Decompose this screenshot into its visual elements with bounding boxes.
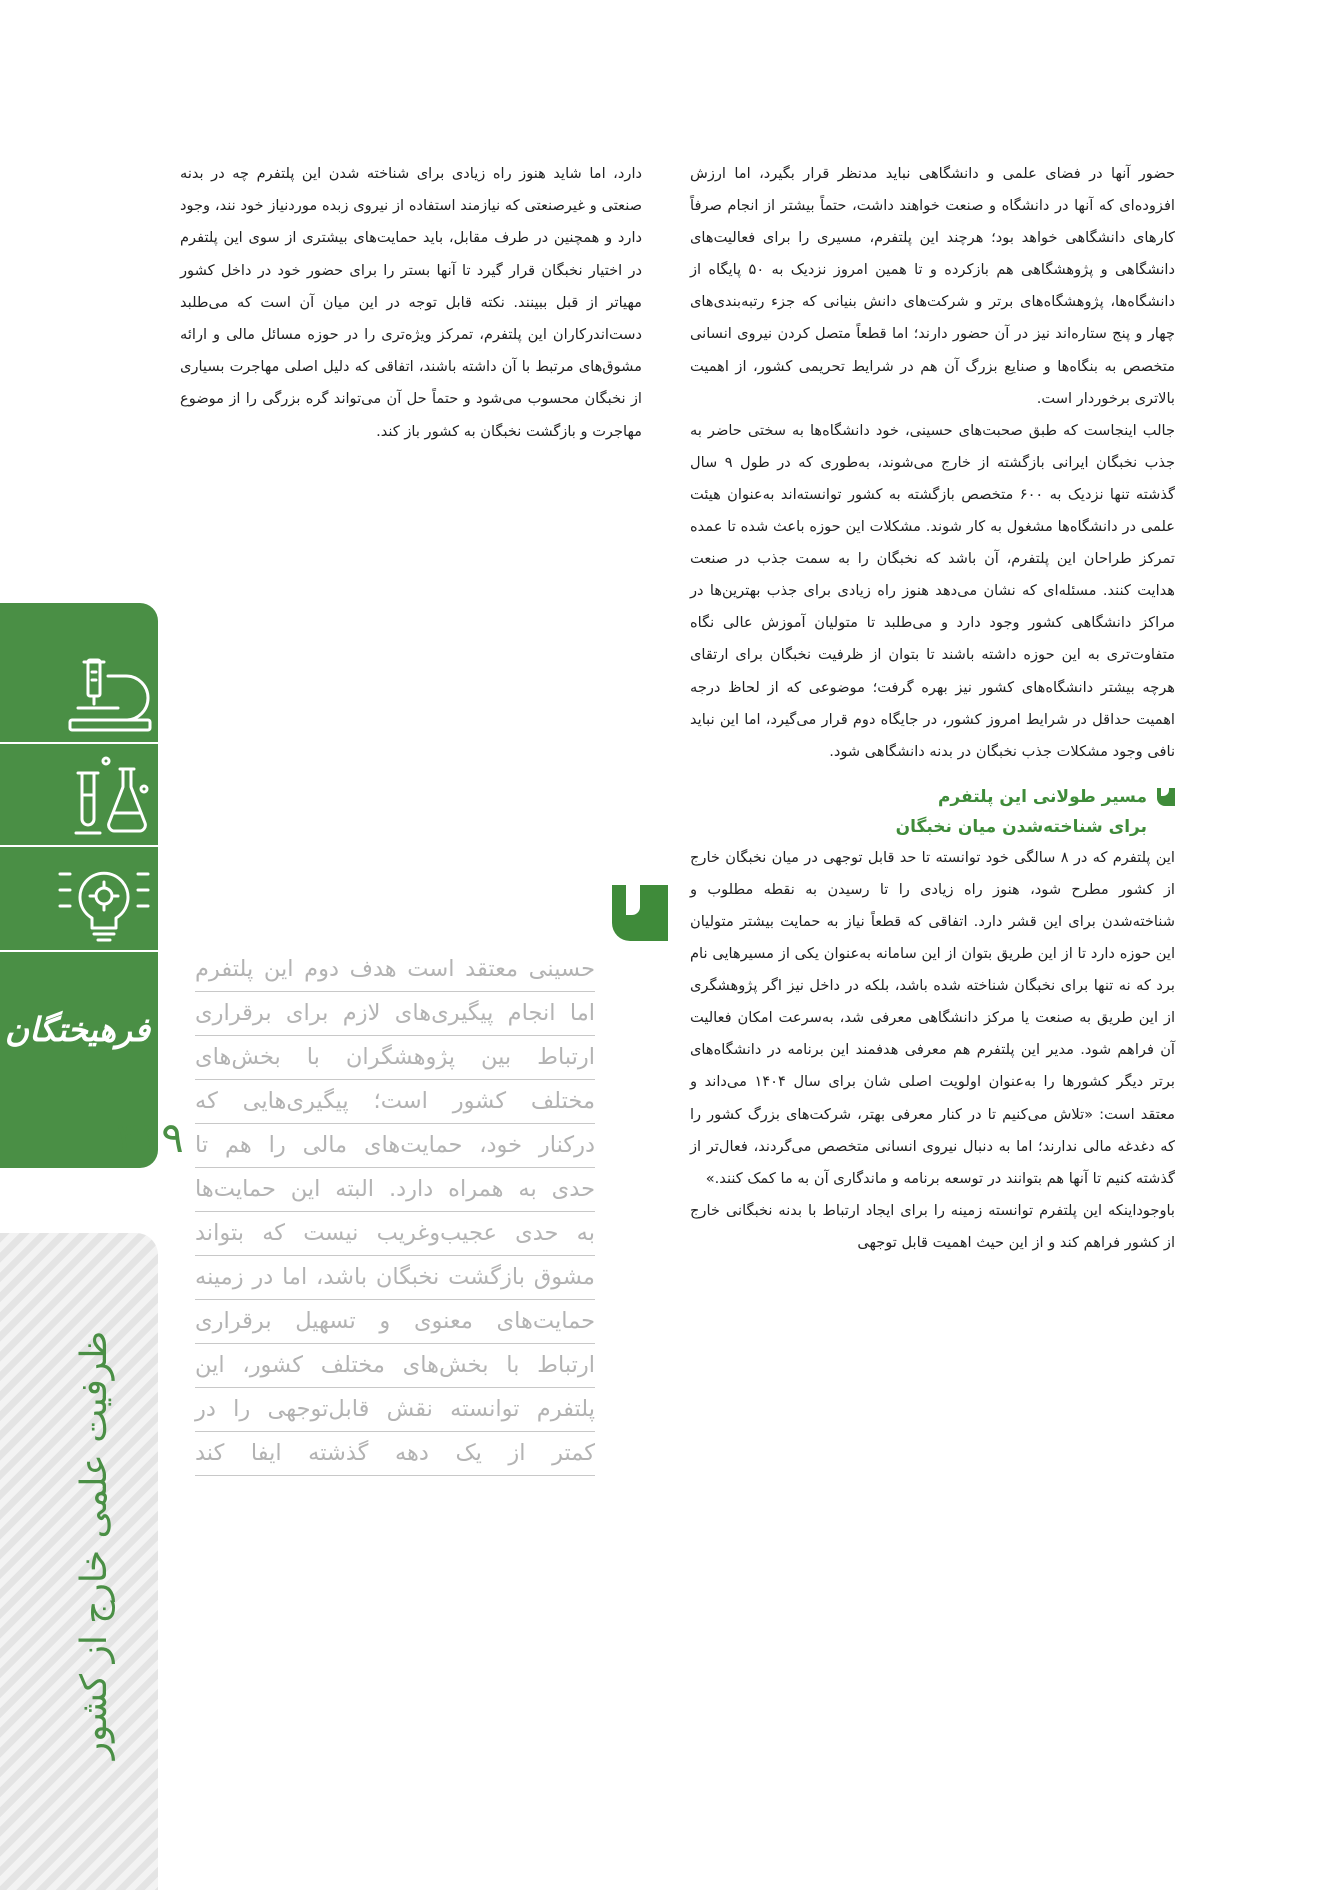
pull-quote-line: مشوق بازگشت نخبگان باشد، اما در زمینه (195, 1256, 595, 1300)
pull-quote-line: حمایت‌های معنوی و تسهیل برقراری (195, 1300, 595, 1344)
page-number: ۳۱۹ (116, 1113, 184, 1162)
pull-quote-line: مختلف کشور است؛ پیگیری‌هایی که (195, 1080, 595, 1124)
paragraph: این پلتفرم که در ۸ سالگی خود توانسته تا حد قابل توجهی در میان نخبگان خارج از کشور مطرح شود، هنوز راه زیادی را تا رسیدن به نقطه مطلوب و شناخته‌شدن برای این قشر دارد. اتفاقی که قطعاً نیاز به حمایت بیشتر متولیان این حوزه دارد تا از این طریق بتوان از این سامانه به‌عنوان یکی از مسیرهایی نام برد که نه تنها برای نخبگان شناخته شده باشد، بلکه در داخل نیز اگر پژوهشگری از این طریق به صنعت یا مرکز دانشگاهی معرفی شد، به‌سرعت امکان فعالیت آن فراهم شود. مدیر این پلتفرم هم معرفی هدفمند این برنامه در دانشگاه‌های برتر دیگر کشورها را به‌عنوان اولویت اصلی شان برای سال ۱۴۰۴ می‌داند و معتقد است: «تلاش می‌کنیم تا در کنار معرفی بهتر، شرکت‌های بزرگ کشور را که دغدغه مالی ندارند؛ اما به دنبال نیروی انسانی متخصص می‌گردند، فعال‌تر از گذشته کنیم تا آنها هم بتوانند در توسعه برنامه و ماندگاری آن به ما کمک کنند.» (690, 848, 1175, 1187)
pull-quote-line: ارتباط بین پژوهشگران با بخش‌های (195, 1036, 595, 1080)
paragraph: حضور آنها در فضای علمی و دانشگاهی نباید مدنظر قرار بگیرد، اما ارزش افزوده‌ای که آنها در دانشگاه و صنعت خواهند داشت، حتماً بیشتر از انجام صرفاً کارهای دانشگاهی خواهد بود؛ هرچند این پلتفرم، مسیری را برای فعالیت‌های دانشگاهی و پژوهشگاهی هم بازکرده و تا همین امروز نزدیک به ۵۰ پایگاه از دانشگاه‌ها، پژوهشگاه‌های برتر و شرکت‌های دانش بنیانی که جزء رتبه‌بندی‌های چهار و پنج ستاره‌اند نیز در آن حضور دارند؛ اما قطعاً متصل کردن نیروی انسانی متخصص به بنگاه‌ها و صنایع بزرگ آن هم در شرایط تحریمی کشور، از اهمیت بالاتری برخوردار است. (690, 165, 1175, 407)
pull-quote-line: ارتباط با بخش‌های مختلف کشور، این (195, 1344, 595, 1388)
quote-mark-icon (612, 885, 668, 941)
pull-quote-line: حدی به همراه دارد. البته این حمایت‌ها (195, 1168, 595, 1212)
left-column-paragraph: دارد، اما شاید هنوز راه زیادی برای شناخته شدن این پلتفرم چه در بدنه صنعتی و غیرصنعتی که نیازمند استفاده از نیروی زبده موردنیاز خود نند، وجود دارد و همچنین در طرف مقابل، باید حمایت‌های بیشتری از سوی این پلتفرم در اختیار نخبگان قرار گیرد تا آنها بستر را برای حضور خود در داخل کشور مهیاتر از قبل ببینند. نکته قابل توجه در این میان آن است که می‌طلبد دست‌اندرکاران این پلتفرم، تمرکز ویژه‌تری را در حوزه مسائل مالی و ارائه مشوق‌های مرتبط با آن داشته باشند، اتفاقی که دلیل اصلی مهاجرت بسیاری از نخبگان محسوب می‌شود و حتماً حل آن می‌تواند گره بزرگی را از موضوع مهاجرت و بازگشت نخبگان به کشور باز کند. (180, 165, 642, 440)
section-title: ظرفیت علمی خارج از کشور (74, 1330, 115, 1760)
paragraph: باوجوداینکه این پلتفرم توانسته زمینه را برای ایجاد ارتباط با بدنه نخبگانی خارج از کشور فراهم کند و از این حیث اهمیت قابل توجهی (690, 1201, 1175, 1251)
heading-line: برای شناخته‌شدن میان نخبگان (895, 816, 1147, 837)
pull-quote-line: درکنار خود، حمایت‌های مالی را هم تا (195, 1124, 595, 1168)
section-heading (690, 782, 1175, 842)
lightbulb-gear-icon (48, 860, 160, 946)
right-column (690, 158, 1175, 1259)
publication-logo: فرهیختگان (4, 1010, 150, 1049)
pull-quote (195, 948, 595, 1476)
pull-quote-line: اما انجام پیگیری‌های لازم برای برقراری (195, 992, 595, 1036)
heading-line: مسیر طولانی این پلتفرم (937, 786, 1147, 807)
paragraph: جالب اینجاست که طبق صحبت‌های حسینی، خود دانشگاه‌ها به سختی حاضر به جذب نخبگان ایرانی بازگشته از خارج می‌شوند، به‌طوری که در طول ۹ سال گذشته تنها نزدیک به ۶۰۰ متخصص بازگشته به کشور توانسته‌اند به‌عنوان هیئت علمی در دانشگاه‌ها مشغول به کار شوند. مشکلات این حوزه باعث شده تا عمده تمرکز طراحان این پلتفرم، آن باشد که نخبگان را به سمت جذب در صنعت هدایت کنند. مسئله‌ای که نشان می‌دهد هنوز راه زیادی برای جذب بهترین‌ها در مراکز دانشگاهی کشور وجود دارد و می‌طلبد تا متولیان آموزش عالی نگاه متفاوت‌تری به این حوزه داشته باشند تا بتوان از ظرفیت نخبگان برای ارتقای هرچه بیشتر دانشگاه‌های کشور نیز بهره گرفت؛ موضوعی که از لحاظ درجه اهمیت حداقل در شرایط امروز کشور، در جایگاه دوم قرار می‌گیرد، اما این نباید نافی وجود مشکلات جذب نخبگان در بدنه دانشگاهی شود. (690, 421, 1176, 760)
lab-flask-icon (48, 755, 160, 841)
pull-quote-line: به حدی عجیب‌وغریب نیست که بتواند (195, 1212, 595, 1256)
tab-divider (0, 742, 158, 744)
heading-bullet-icon (1157, 788, 1175, 806)
pull-quote-line: حسینی معتقد است هدف دوم این پلتفرم (195, 948, 595, 992)
pull-quote-line: پلتفرم توانسته نقش قابل‌توجهی را در (195, 1388, 595, 1432)
tab-divider (0, 845, 158, 847)
microscope-icon (48, 650, 160, 736)
pull-quote-line: کمتر از یک دهه گذشته ایفا کند (195, 1432, 595, 1476)
tab-divider (0, 950, 158, 952)
